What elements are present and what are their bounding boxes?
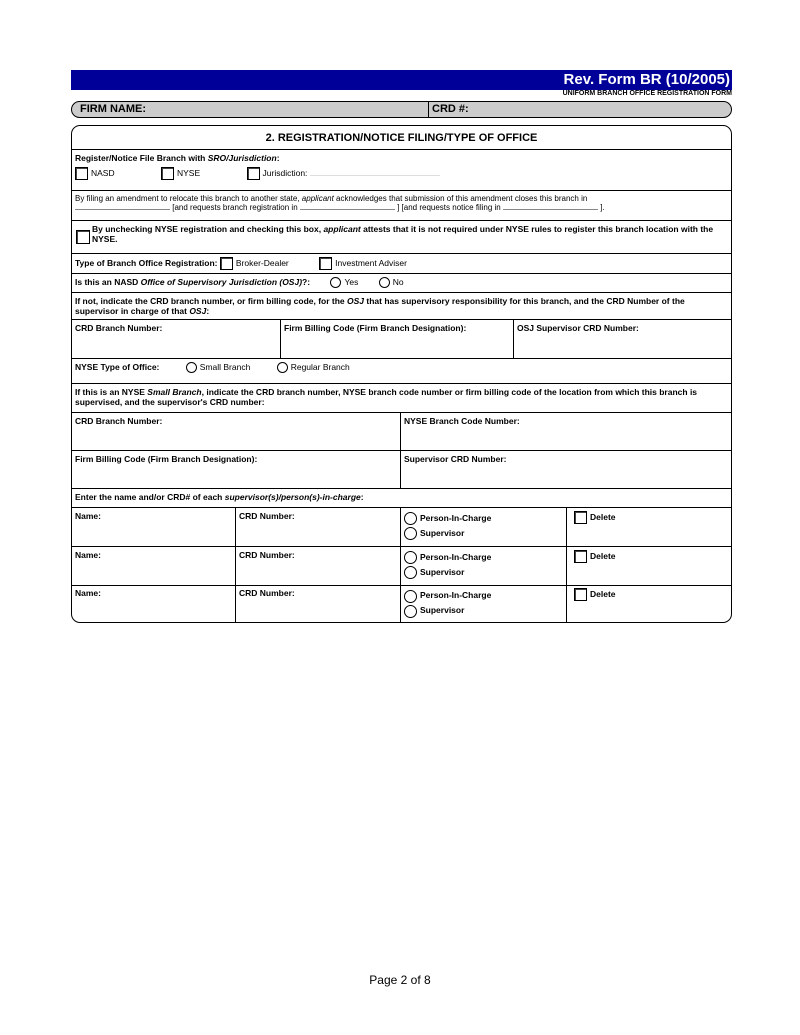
nyse-attest-checkbox[interactable] [76,230,90,244]
delete-label: Delete [590,589,616,600]
firm-billing-field[interactable]: Firm Billing Code (Firm Branch Designation): [280,320,469,358]
amend-italic: applicant [301,194,334,203]
small-branch-label: Small Branch [199,362,251,372]
person-crd-field[interactable]: CRD Number: [235,508,298,546]
delete-cell [566,508,619,546]
type-row [72,254,731,274]
person-name-field[interactable]: Name: [75,588,101,599]
jurisdiction-checkbox[interactable] [247,167,260,180]
firm-name-bar [71,101,732,118]
enter-text-2: : [360,492,364,502]
type-label: Type of Branch Office Registration: [75,257,218,268]
osj-supervisor-crd-field[interactable]: OSJ Supervisor CRD Number: [513,320,642,358]
regular-branch-radio[interactable] [277,362,288,373]
ifnot-italic: OSJ [347,296,365,306]
osj-q: Is this an NASD [75,277,141,287]
person-in-charge-radio[interactable] [404,551,417,564]
notice-filing-field[interactable] [503,209,598,210]
broker-dealer-checkbox[interactable] [220,257,233,270]
person-row [72,508,731,547]
small-text-2: , indicate the CRD branch number, NYSE branch code number or firm billing code of the location from which this branch is supervised, and the supervisor's CRD number: [75,387,698,407]
supervisor-label: Supervisor [420,528,465,538]
nyse-type-row [72,359,731,384]
amend-text-4: ] [and requests notice filing in [397,203,501,212]
delete-checkbox[interactable] [574,550,587,563]
person-in-charge-radio[interactable] [404,512,417,525]
small-italic: Small Branch [147,387,202,397]
uncheck-text: By unchecking NYSE registration and checking this box, [92,224,324,234]
supervisor-radio[interactable] [404,566,417,579]
amend-text: By filing an amendment to relocate this branch to another state, [75,194,302,203]
person-in-charge-label: Person-In-Charge [420,551,492,562]
ifnot-text-3: : [206,306,210,316]
ifnot-italic-2: OSJ [189,306,207,316]
regular-branch-label: Regular Branch [290,362,350,372]
small-fields-row-1 [72,413,731,451]
page-number: Page 2 of 8 [369,973,431,987]
osj-q-italic: Office of Supervisory Jurisdiction (OSJ) [140,277,303,287]
firm-name-label: FIRM NAME: [80,103,146,115]
form-rev-banner: Rev. Form BR (10/2005) [71,70,732,90]
form-title: UNIFORM BRANCH OFFICE REGISTRATION FORM [562,90,732,97]
person-crd-field[interactable]: CRD Number: [235,585,298,623]
broker-dealer-label: Broker-Dealer [235,257,289,268]
nasd-label: NASD [91,167,115,178]
nyse-code-field[interactable]: NYSE Branch Code Number: [400,413,523,450]
supervisor-label: Supervisor [420,566,465,577]
enter-row [72,489,731,508]
supervisor-radio[interactable] [404,527,417,540]
nyse-label: NYSE [177,167,201,178]
uncheck-text-2: attests that it is not required under NYSE rules to register this branch location with the NYSE. [92,224,714,244]
small-crd-branch-field[interactable]: CRD Branch Number: [75,416,163,426]
delete-label: Delete [590,550,616,561]
enter-text: Enter the name and/or CRD# of each [75,492,225,502]
ifnot-text: If not, indicate the CRD branch number, or firm billing code, for the [75,296,348,306]
person-in-charge-radio[interactable] [404,590,417,603]
osj-no-radio[interactable] [379,277,390,288]
crd-label: CRD #: [432,103,469,115]
small-branch-row [72,384,731,413]
register-row [72,150,731,191]
delete-label: Delete [590,511,616,522]
register-label-italic: SRO/Jurisdiction [207,153,277,163]
no-label: No [392,277,404,287]
divider [428,102,429,117]
register-label: Register/Notice File Branch with [75,153,208,163]
enter-italic: supervisor(s)/person(s)-in-charge [224,492,361,502]
person-crd-field[interactable]: CRD Number: [235,547,298,585]
jurisdiction-label: Jurisdiction: [262,167,308,178]
closes-in-field[interactable] [75,209,170,210]
investment-adviser-label: Investment Adviser [335,257,407,268]
osj-q-2: ?: [302,277,311,287]
osj-row [72,274,731,293]
small-branch-radio[interactable] [186,362,197,373]
amend-text-5: ]. [600,203,605,212]
person-name-field[interactable]: Name: [75,549,101,560]
person-row [72,585,731,623]
delete-cell [566,547,619,585]
nyse-type-label: NYSE Type of Office: [75,362,160,372]
section-box [71,125,732,623]
amend-text-2: acknowledges that submission of this amendment closes this branch in [333,194,588,203]
person-in-charge-label: Person-In-Charge [420,513,492,523]
uncheck-italic: applicant [323,224,361,234]
supervisor-radio[interactable] [404,605,417,618]
small-fields-row-2 [72,451,731,489]
person-name-field[interactable]: Name: [75,511,101,521]
osj-fields-row [72,320,731,359]
registration-in-field[interactable] [300,209,395,210]
amend-text-3: [and requests branch registration in [172,203,298,212]
colon: : [276,153,280,163]
small-firm-billing-field[interactable]: Firm Billing Code (Firm Branch Designation): [75,454,258,464]
yes-label: Yes [344,277,359,287]
jurisdiction-input[interactable] [310,175,440,176]
small-text: If this is an NYSE [75,387,148,397]
ifnot-text-2: that has supervisory responsibility for this branch, and the CRD Number of the supervisor in charge of that [75,296,685,316]
osj-yes-radio[interactable] [330,277,341,288]
person-in-charge-label: Person-In-Charge [420,590,492,601]
nyse-uncheck-row [72,221,731,254]
nyse-checkbox[interactable] [161,167,174,180]
nasd-checkbox[interactable] [75,167,88,180]
ifnot-row [72,293,731,320]
amendment-row [72,191,731,221]
delete-checkbox[interactable] [574,511,587,524]
person-role-cell [400,508,494,546]
person-role-cell [400,547,494,585]
person-role-cell [400,585,494,623]
crd-branch-field[interactable]: CRD Branch Number: [75,323,163,333]
investment-adviser-checkbox[interactable] [319,257,332,270]
section-title: 2. REGISTRATION/NOTICE FILING/TYPE OF OFFICE [72,126,731,150]
delete-cell [566,585,619,623]
supervisor-label: Supervisor [420,605,465,616]
delete-checkbox[interactable] [574,588,587,601]
supervisor-crd-field[interactable]: Supervisor CRD Number: [400,451,510,488]
person-row [72,547,731,586]
